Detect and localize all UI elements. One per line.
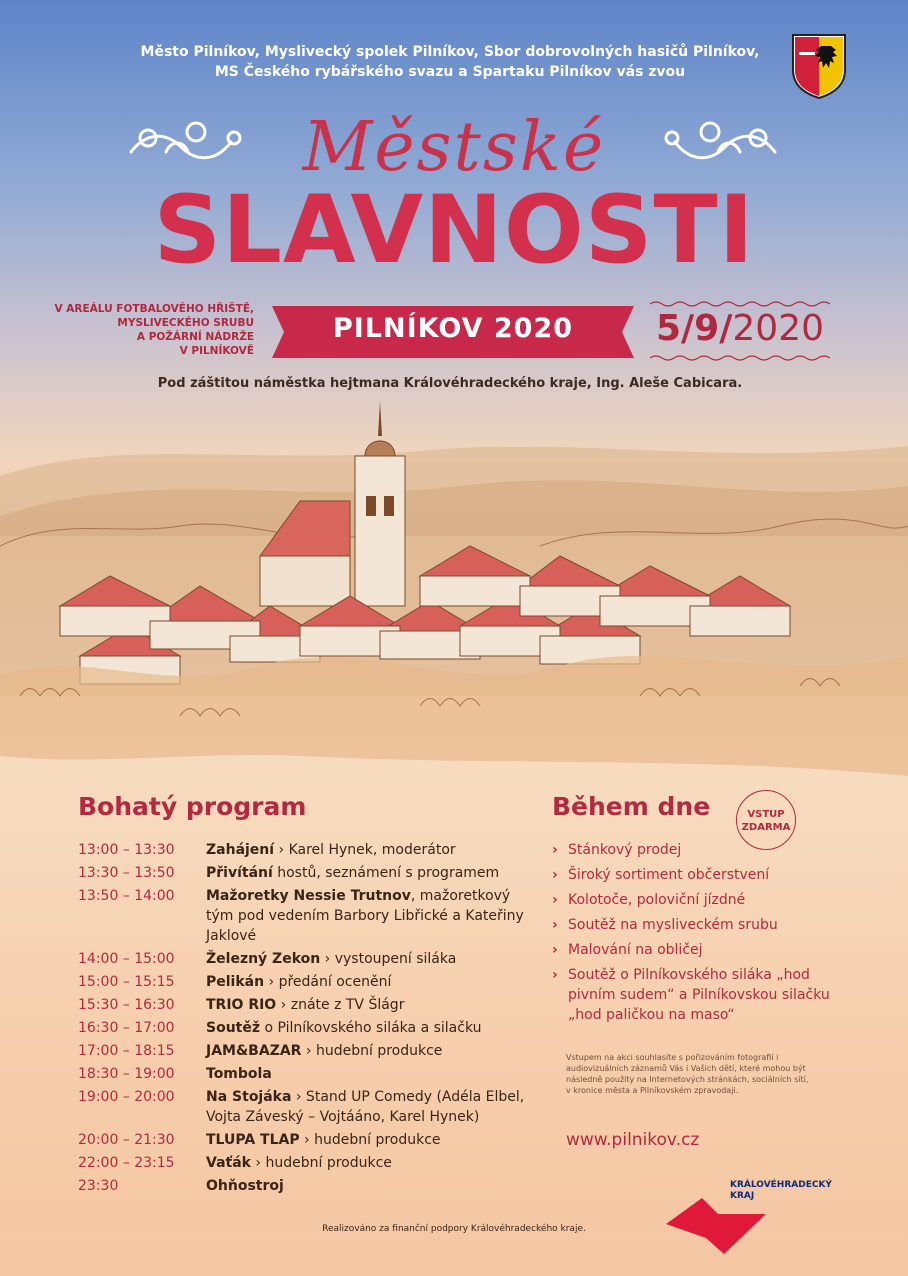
patronage-note: Pod záštitou náměstka hejtmana Královéhradeckého kraje, Ing. Aleše Cabicara. [157,376,743,391]
schedule-time: 17:00 – 18:15 [78,1043,175,1059]
town-coat-of-arms-icon [790,32,848,100]
schedule-act: Vaťák [206,1155,251,1171]
schedule-time: 15:30 – 16:30 [78,997,175,1013]
schedule-time: 22:00 – 23:15 [78,1155,175,1171]
day-activity-item: › Soutěž na mysliveckém srubu [552,915,842,935]
schedule-row [78,1018,538,1038]
schedule-time: 20:00 – 21:30 [78,1132,175,1148]
venue-description [36,302,254,358]
schedule-act: Pelikán [206,974,265,990]
schedule-detail: › hudební produkce [299,1132,441,1148]
schedule-detail: › Stand UP Comedy (Adéla Elbel, Vojta Záveský – Vojtááno, Karel Hynek) [206,1089,525,1125]
day-activity-item: › Soutěž o Pilníkovského siláka „hod pivním sudem“ a Pilníkovskou silačku „hod paličkou na maso“ [552,965,842,1025]
schedule-row [78,995,538,1015]
day-activity-item: › Stánkový prodej [552,840,842,860]
schedule-detail: › Karel Hynek, moderátor [274,842,456,858]
venue-line: V PILNÍKOVĚ [179,345,254,357]
schedule-row [78,840,538,860]
schedule-time: 19:00 – 20:00 [78,1089,175,1105]
day-activity-item: › Malování na obličej [552,940,842,960]
schedule-act: TLUPA TLAP [206,1132,300,1148]
schedule-act: Přivítání [206,865,273,881]
schedule-time: 14:00 – 15:00 [78,951,175,967]
program-heading: Bohatý program [78,792,307,821]
during-day-heading: Během dne [552,792,711,821]
schedule-row [78,1041,538,1061]
schedule-detail: › vystoupení siláka [320,951,457,967]
schedule-detail: › hudební produkce [250,1155,392,1171]
schedule-row [78,949,538,969]
free-entry-line-1: VSTUP [747,809,785,820]
organizers-line-1: Město Pilníkov, Myslivecký spolek Pilníkov, Sbor dobrovolných hasičů Pilníkov, [140,44,760,60]
photo-consent-note: Vstupem na akci souhlasíte s pořizováním fotografií i audiovizuálních záznamů Vás i Vašich dětí, které mohou být následně použity na Internetových stránkách, sociálních sítí, v kronice města a Pilníkovském zpravodaji. [566,1053,809,1095]
schedule-time: 13:30 – 13:50 [78,865,175,881]
schedule-detail: , mažoretkový tým pod vedením Barbory Libřické a Kateřiny Jaklové [206,888,524,944]
organizers-line-2: MS Českého rybářského svazu a Spartaku Pilníkov vás zvou [214,64,686,80]
schedule-act: Na Stojáka [206,1089,292,1105]
venue-line: MYSLIVECKÉHO SRUBU [117,317,254,329]
event-date-day-month: 5/9/ [655,308,733,349]
schedule-act: JAM&BAZAR [206,1043,302,1059]
schedule-time: 16:30 – 17:00 [78,1020,175,1036]
day-activity-item: › Široký sortiment občerstvení [552,865,842,885]
schedule-act: Mažoretky Nessie Trutnov [206,888,411,904]
schedule-row [78,1176,538,1196]
schedule-act: Soutěž [206,1020,261,1036]
schedule-time: 13:50 – 14:00 [78,888,175,904]
schedule-detail: › předání ocenění [264,974,392,990]
schedule-time: 23:30 [78,1178,119,1194]
schedule-row [78,863,538,883]
free-entry-line-2: ZDARMA [741,822,791,833]
schedule-act: Zahájení [206,842,275,858]
region-name-line-2: KRAJ [730,1191,755,1201]
schedule-detail: hostů, seznámení s programem [272,865,500,881]
program-schedule [78,840,538,1199]
schedule-time: 18:30 – 19:00 [78,1066,175,1082]
schedule-act: Železný Zekon [206,951,321,967]
schedule-row [78,1064,538,1084]
venue-line: A POŽÁRNÍ NÁDRŽE [136,331,254,343]
schedule-detail: o Pilníkovského siláka a silačku [260,1020,482,1036]
website-link[interactable]: www.pilnikov.cz [566,1130,700,1150]
event-date-year: 2020 [732,308,825,349]
venue-line: V AREÁLU FOTBALOVÉHO HŘIŠTĚ, [54,303,254,315]
schedule-detail: › znáte z TV Šlágr [276,997,405,1013]
region-name-line-1: KRÁLOVÉHRADECKÝ [730,1180,832,1190]
town-panorama-illustration [0,396,908,796]
funding-note: Realizováno za finanční podpory Královéhradeckého kraje. [322,1224,586,1234]
schedule-time: 13:00 – 13:30 [78,842,175,858]
schedule-act: TRIO RIO [206,997,277,1013]
title-mestske: Městské [302,108,606,187]
day-activity-item: › Kolotoče, poloviční jízdné [552,890,842,910]
schedule-row [78,972,538,992]
schedule-detail: › hudební produkce [301,1043,443,1059]
organizers-intro [120,42,780,82]
during-day-list [552,840,842,1030]
schedule-row [78,1153,538,1173]
schedule-row [78,1087,538,1127]
schedule-act: Ohňostroj [206,1178,284,1194]
schedule-act: Tombola [206,1066,272,1082]
schedule-row [78,1130,538,1150]
region-logo-icon [662,1184,772,1256]
title-slavnosti: SLAVNOSTI [153,176,755,285]
banner-label: PILNÍKOV 2020 [332,313,574,344]
date-wavy-lines [648,300,832,362]
schedule-row [78,886,538,946]
schedule-time: 15:00 – 15:15 [78,974,175,990]
